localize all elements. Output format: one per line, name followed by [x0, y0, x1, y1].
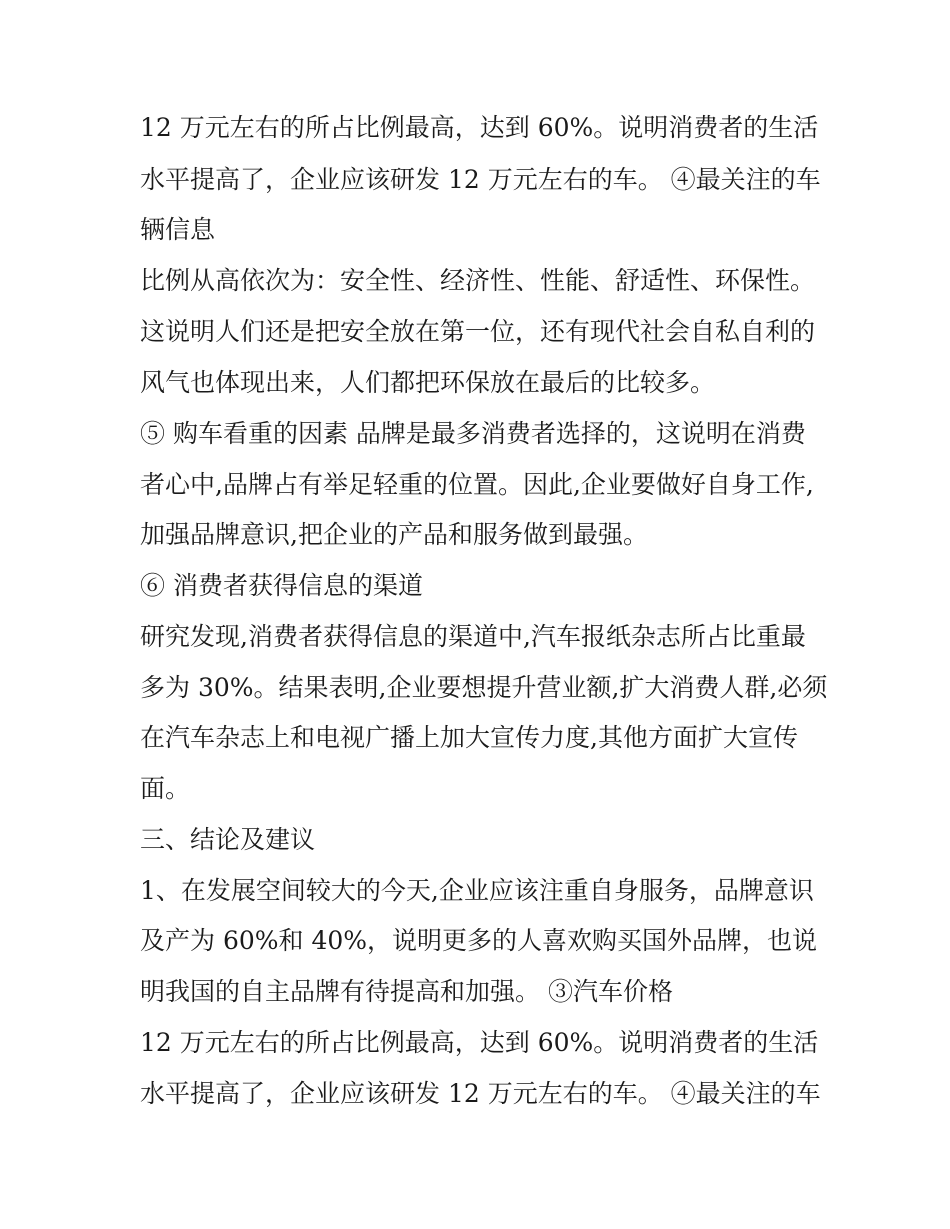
text-line: 者心中,品牌占有举足轻重的位置。因此,企业要做好自身工作,	[140, 470, 814, 499]
text-line: 水平提高了，企业应该研发 12 万元左右的车。 ④最关注的车	[140, 1079, 821, 1108]
text-line: 明我国的自主品牌有待提高和加强。 ③汽车价格	[140, 977, 673, 1006]
text-line: 这说明人们还是把安全放在第一位，还有现代社会自私自利的	[140, 317, 816, 346]
text-line: 及产为 60%和 40%，说明更多的人喜欢购买国外品牌，也说	[140, 926, 818, 955]
text-line: 多为 30%。结果表明,企业要想提升营业额,扩大消费人群,必须	[140, 673, 828, 702]
text-line: 辆信息	[140, 215, 216, 244]
text-line: 在汽车杂志上和电视广播上加大宣传力度,其他方面扩大宣传	[140, 723, 798, 752]
text-line: 风气也体现出来，人们都把环保放在最后的比较多。	[140, 368, 716, 397]
text-line: 水平提高了，企业应该研发 12 万元左右的车。 ④最关注的车	[140, 165, 821, 194]
text-line: 比例从高依次为：安全性、经济性、性能、舒适性、环保性。	[140, 266, 816, 295]
section-heading: 三、结论及建议	[140, 825, 316, 854]
text-line: 12 万元左右的所占比例最高，达到 60%。说明消费者的生活	[140, 113, 819, 142]
text-line: ⑤ 购车看重的因素 品牌是最多消费者选择的，这说明在消费	[140, 419, 806, 448]
text-line: 面。	[140, 774, 191, 803]
text-line: 12 万元左右的所占比例最高，达到 60%。说明消费者的生活	[140, 1028, 819, 1057]
text-line: 研究发现,消费者获得信息的渠道中,汽车报纸杂志所占比重最	[140, 622, 806, 651]
text-line: 加强品牌意识,把企业的产品和服务做到最强。	[140, 520, 648, 549]
text-line: 1、在发展空间较大的今天,企业应该注重自身服务，品牌意识	[140, 876, 814, 905]
text-line: ⑥ 消费者获得信息的渠道	[140, 571, 423, 600]
